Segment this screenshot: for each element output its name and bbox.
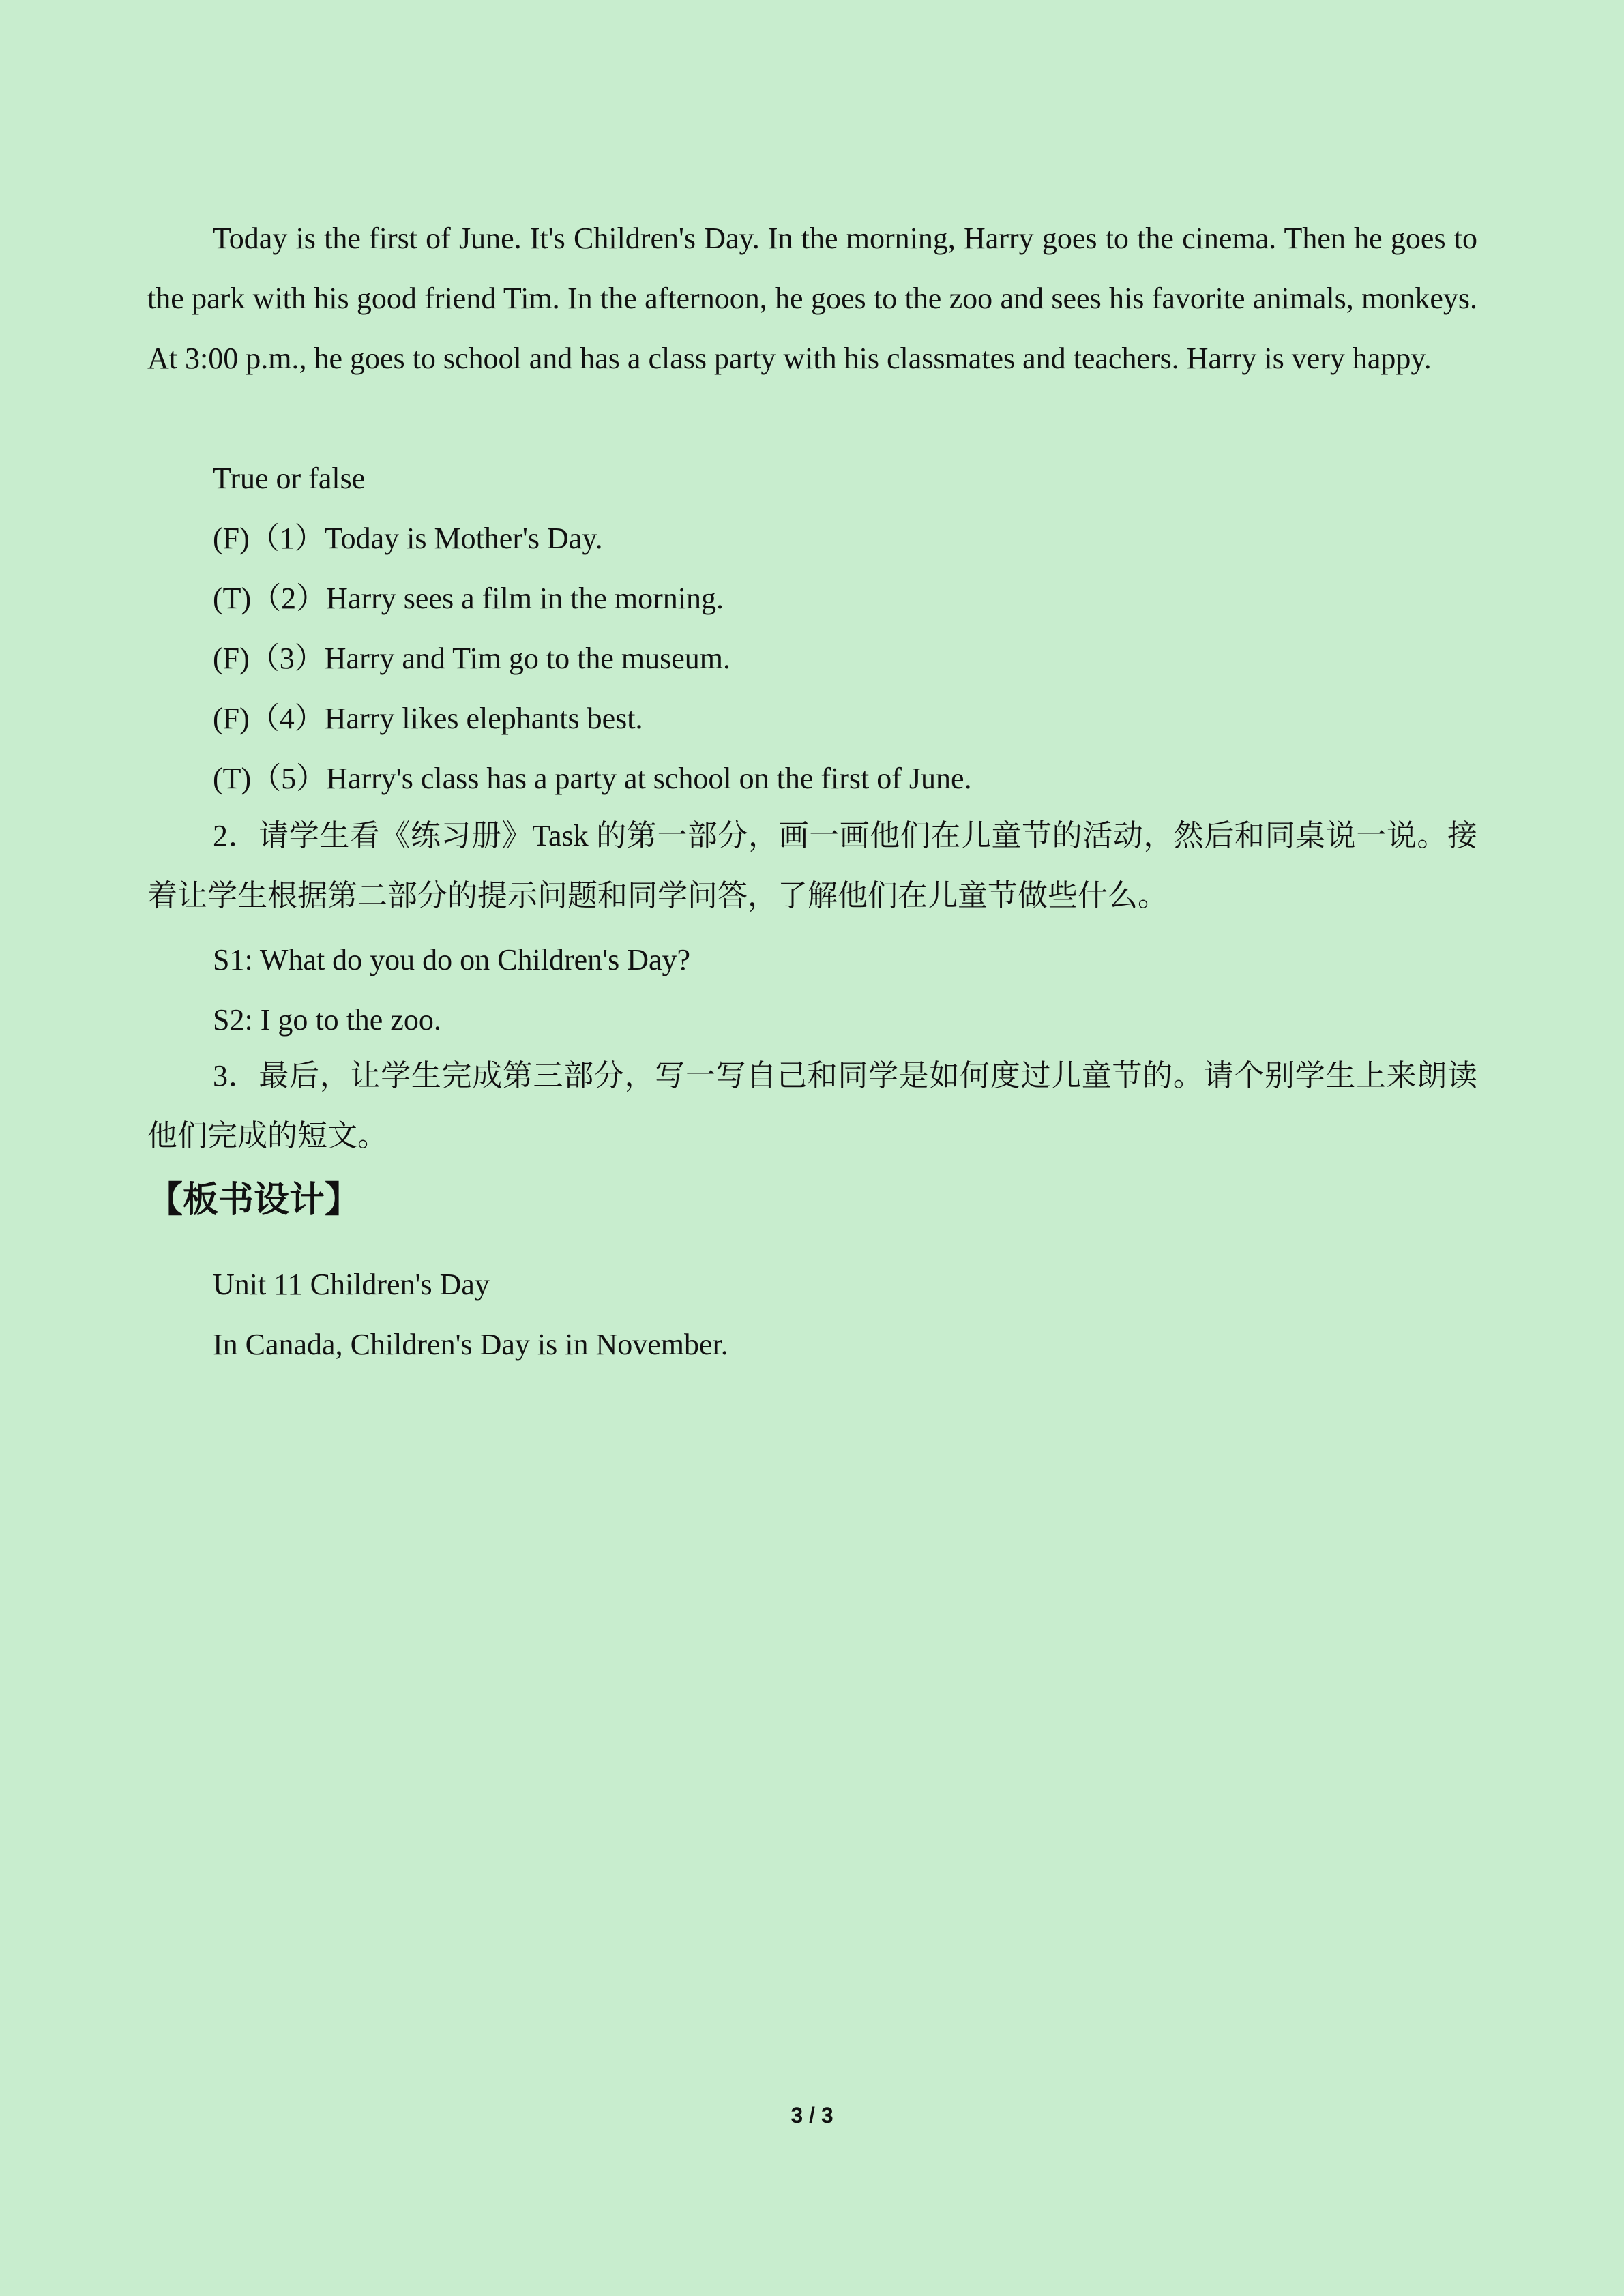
dialogue-line-s1: S1: What do you do on Children's Day? [213, 943, 691, 976]
story-paragraph: Today is the first of June. It's Children's Day. In the morning, Harry goes to the cinema. Then he goes to the park with his good friend Tim. In the afternoon, he goes to the zoo and sees his favorite animals, monkeys. At 3:00 p.m., he goes to school and has a class party with his classmates and teachers. Harry is very happy. [147, 222, 1477, 375]
true-false-item-5: (T)（5）Harry's class has a party at school on the first of June. [213, 762, 972, 795]
true-false-item-1: (F)（1）Today is Mother's Day. [213, 522, 603, 555]
board-design-line-2: In Canada, Children's Day is in November. [213, 1328, 728, 1361]
step-2-paragraph: 2．请学生看《练习册》Task 的第一部分，画一画他们在儿童节的活动，然后和同桌说一说。接着让学生根据第二部分的提示问题和同学问答，了解他们在儿童节做些什么。 [147, 819, 1477, 912]
true-false-item-4: (F)（4）Harry likes elephants best. [213, 702, 643, 735]
true-false-title: True or false [213, 462, 366, 495]
dialogue-line-s2: S2: I go to the zoo. [213, 1003, 441, 1037]
page-number: 3 / 3 [791, 2103, 833, 2128]
step-3-paragraph: 3．最后，让学生完成第三部分，写一写自己和同学是如何度过儿童节的。请个别学生上来朗读他们完成的短文。 [147, 1059, 1477, 1152]
board-design-heading: 【板书设计】 [147, 1180, 361, 1221]
true-false-item-3: (F)（3）Harry and Tim go to the museum. [213, 642, 730, 675]
true-false-item-2: (T)（2）Harry sees a film in the morning. [213, 582, 724, 615]
board-design-line-1: Unit 11 Children's Day [213, 1268, 490, 1301]
